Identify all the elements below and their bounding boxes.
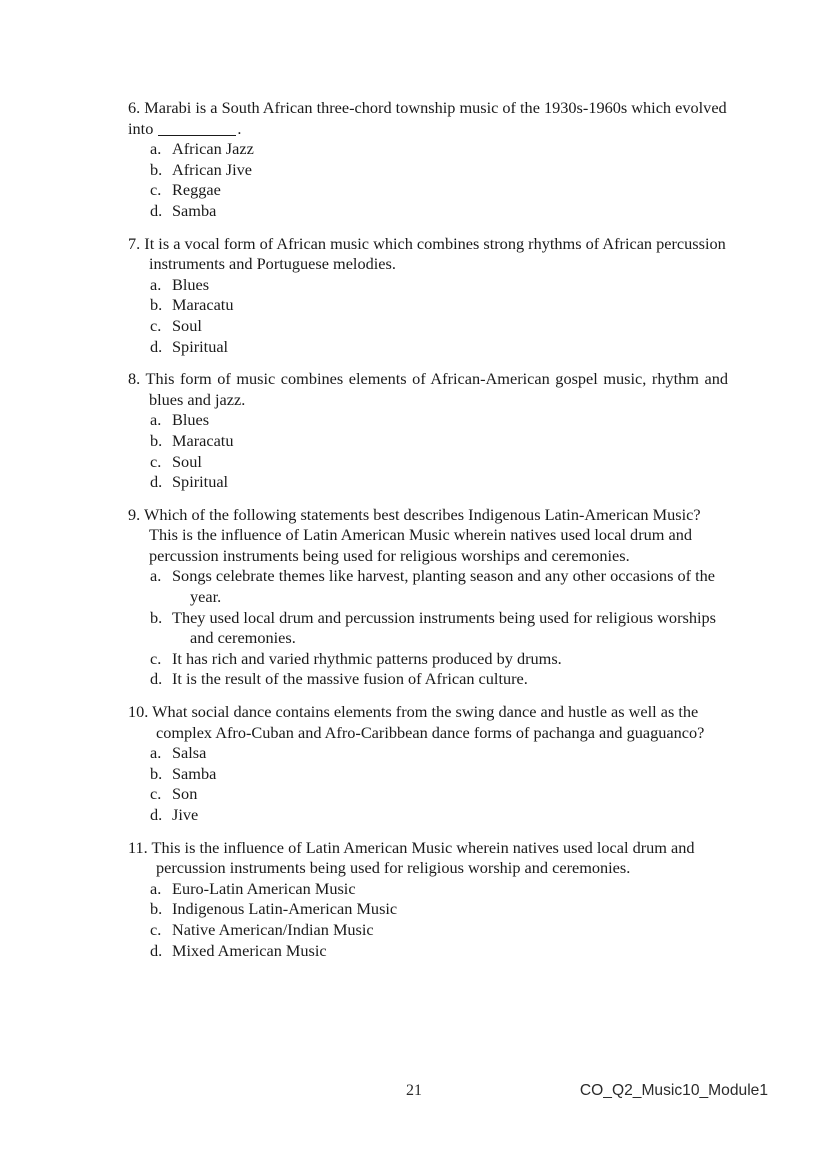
option-text: Samba <box>172 200 217 220</box>
question-text: Which of the following statements best describes Indigenous Latin-American Music? This is the influence of Latin American Music wherein natives used local drum and percussion instruments being used for religious worships and ceremonies. <box>144 504 701 565</box>
question-number: 10. <box>128 702 149 722</box>
option-list <box>128 566 728 690</box>
question-number: 6. <box>128 98 141 117</box>
question-block <box>128 838 728 962</box>
option-letter: c. <box>150 180 162 200</box>
option-item[interactable] <box>128 275 728 296</box>
fill-in-blank <box>158 135 236 136</box>
option-list <box>128 879 728 961</box>
option-letter: d. <box>150 669 163 689</box>
option-letter: c. <box>150 784 162 804</box>
option-letter: a. <box>150 274 162 294</box>
option-letter: c. <box>150 315 162 335</box>
option-item[interactable] <box>128 764 728 785</box>
option-letter: b. <box>150 607 163 627</box>
question-block <box>128 505 728 690</box>
option-item[interactable] <box>128 452 728 473</box>
question-block <box>128 98 728 222</box>
question-list <box>128 98 728 973</box>
question-text: It is a vocal form of African music which combines strong rhythms of African percussion instruments and Portuguese melodies. <box>144 233 726 274</box>
option-letter: d. <box>150 472 163 492</box>
option-text: Mixed American Music <box>172 940 327 960</box>
option-letter: b. <box>150 430 163 450</box>
option-list <box>128 410 728 492</box>
option-letter: d. <box>150 940 163 960</box>
option-item[interactable] <box>128 566 728 607</box>
option-letter: d. <box>150 200 163 220</box>
option-item[interactable] <box>128 649 728 670</box>
page-footer <box>0 1082 828 1106</box>
option-item[interactable] <box>128 337 728 358</box>
option-letter: a. <box>150 743 162 763</box>
option-text: Samba <box>172 763 217 783</box>
option-text: African Jive <box>172 159 253 179</box>
option-item[interactable] <box>128 139 728 160</box>
option-text: They used local drum and percussion instruments being used for religious worships and ceremonies. <box>172 607 716 648</box>
option-item[interactable] <box>128 879 728 900</box>
option-text: Salsa <box>172 743 207 763</box>
option-text: Euro-Latin American Music <box>172 878 356 898</box>
option-letter: a. <box>150 410 162 430</box>
option-text: Maracatu <box>172 430 234 450</box>
option-text: It has rich and varied rhythmic patterns produced by drums. <box>172 648 562 668</box>
question-number: 7. <box>128 233 141 253</box>
question-number: 8. <box>128 369 141 389</box>
option-text: Jive <box>172 805 199 824</box>
option-item[interactable] <box>128 920 728 941</box>
option-letter: b. <box>150 295 163 315</box>
option-item[interactable] <box>128 941 728 962</box>
option-letter: b. <box>150 159 163 179</box>
option-text: It is the result of the massive fusion of African culture. <box>172 669 528 689</box>
option-item[interactable] <box>128 784 728 805</box>
option-text: Soul <box>172 315 202 335</box>
option-list <box>128 275 728 357</box>
option-letter: a. <box>150 139 162 159</box>
option-item[interactable] <box>128 160 728 181</box>
question-stem <box>128 369 728 410</box>
page-number: 21 <box>406 1082 422 1099</box>
option-item[interactable] <box>128 899 728 920</box>
option-text: Native American/Indian Music <box>172 919 374 939</box>
option-item[interactable] <box>128 743 728 764</box>
question-stem <box>128 702 728 743</box>
option-text: Indigenous Latin-American Music <box>172 899 398 919</box>
option-item[interactable] <box>128 805 728 826</box>
question-number: 11. <box>128 837 148 857</box>
option-letter: a. <box>150 878 162 898</box>
question-stem <box>128 505 728 567</box>
option-item[interactable] <box>128 295 728 316</box>
option-item[interactable] <box>128 431 728 452</box>
option-item[interactable] <box>128 316 728 337</box>
option-letter: b. <box>150 763 163 783</box>
option-list <box>128 743 728 825</box>
option-letter: d. <box>150 336 163 356</box>
option-item[interactable] <box>128 669 728 690</box>
option-letter: c. <box>150 919 162 939</box>
option-letter: a. <box>150 566 162 586</box>
option-item[interactable] <box>128 180 728 201</box>
option-text: Reggae <box>172 180 221 200</box>
question-block <box>128 369 728 493</box>
question-stem <box>128 98 728 139</box>
question-stem <box>128 838 728 879</box>
option-text: Son <box>172 784 198 804</box>
option-item[interactable] <box>128 608 728 649</box>
question-block <box>128 234 728 358</box>
option-item[interactable] <box>128 201 728 222</box>
question-stem <box>128 234 728 275</box>
option-letter: c. <box>150 451 162 471</box>
option-text: Blues <box>172 274 210 294</box>
option-letter: c. <box>150 648 162 668</box>
question-number: 9. <box>128 504 141 524</box>
option-item[interactable] <box>128 410 728 431</box>
module-code: CO_Q2_Music10_Module1 <box>579 1082 768 1099</box>
question-text: This is the influence of Latin American Music wherein natives used local drum and percussion instruments being used for religious worship and ceremonies. <box>151 837 695 878</box>
question-block <box>128 702 728 826</box>
option-text: Soul <box>172 451 202 471</box>
option-text: African Jazz <box>172 139 254 159</box>
option-letter: d. <box>150 805 163 824</box>
option-list <box>128 139 728 221</box>
question-text-before-blank: Marabi is a South African three-chord township music of the 1930s-1960s which evolved into <box>128 98 727 138</box>
option-text: Blues <box>172 410 210 430</box>
question-text: What social dance contains elements from the swing dance and hustle as well as the complex Afro-Cuban and Afro-Caribbean dance forms of pachanga and guaguanco? <box>152 702 705 742</box>
option-text: Songs celebrate themes like harvest, planting season and any other occasions of the year. <box>172 566 715 607</box>
option-text: Spiritual <box>172 336 229 356</box>
option-letter: b. <box>150 899 163 919</box>
question-text-after-blank: . <box>237 118 242 138</box>
option-text: Spiritual <box>172 472 229 492</box>
question-text: This form of music combines elements of African-American gospel music, rhythm and blues and jazz. <box>145 369 728 409</box>
option-text: Maracatu <box>172 295 234 315</box>
option-item[interactable] <box>128 472 728 493</box>
